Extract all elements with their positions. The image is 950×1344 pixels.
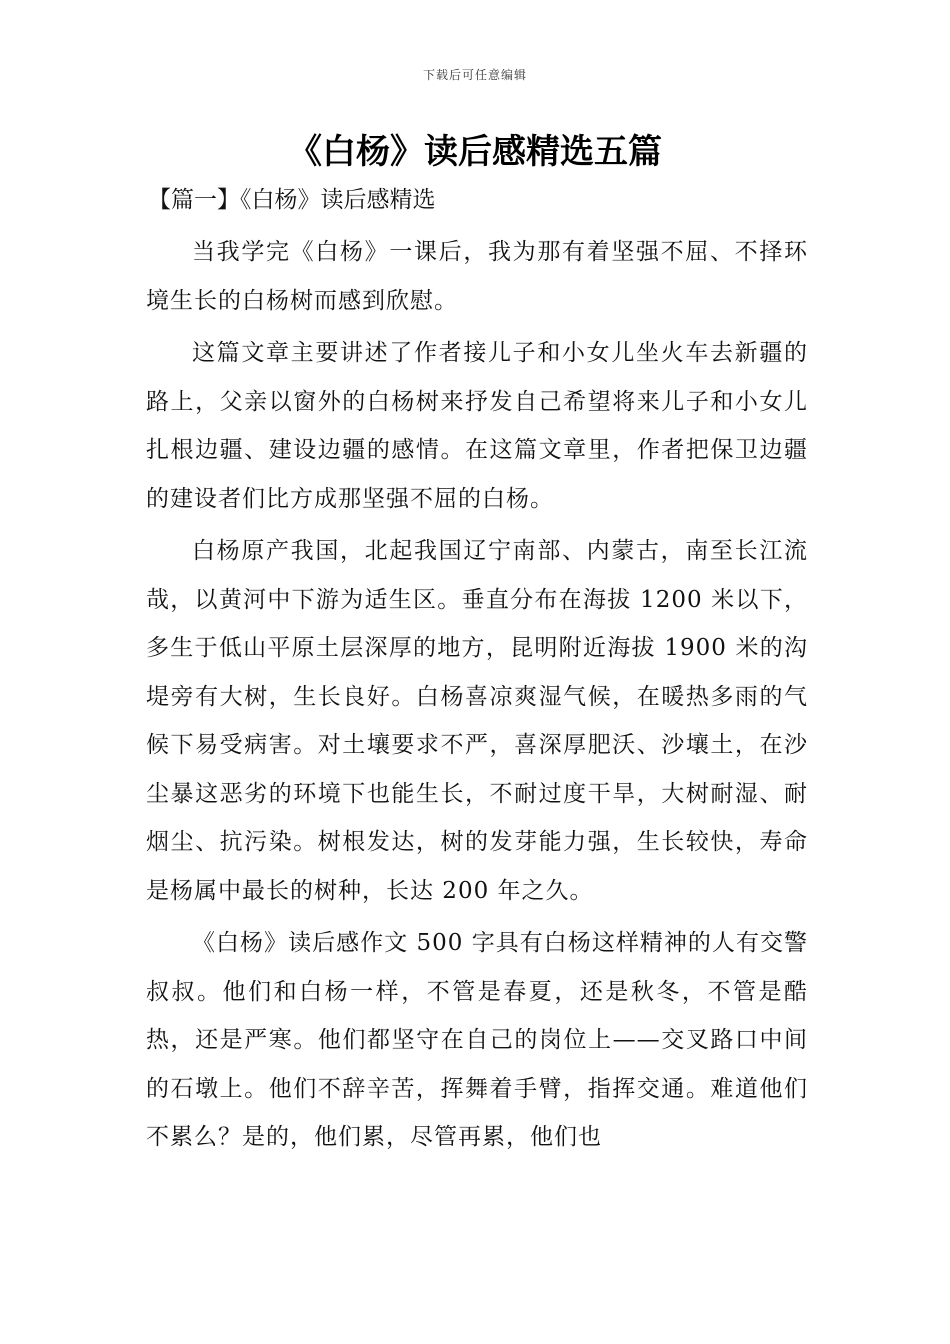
- paragraph: 白杨原产我国，北起我国辽宁南部、内蒙古，南至长江流哉，以黄河中下游为适生区。垂直分布在海拔 1200 米以下，多生于低山平原土层深厚的地方，昆明附近海拔 1900 米的沟堤旁有大树，生长良好。白杨喜凉爽湿气候，在暖热多雨的气候下易受病害。对土壤要求不严，喜深厚肥沃、沙壤土，在沙尘暴这恶劣的环境下也能生长，不耐过度干旱，大树耐湿、耐烟尘、抗污染。树根发达，树的发芽能力强，生长较快，寿命是杨属中最长的树种，长达 200 年之久。: [146, 538, 808, 904]
- paragraph: 《白杨》读后感作文 500 字具有白杨这样精神的人有交警叔叔。他们和白杨一样，不管是春夏，还是秋冬，不管是酷热，还是严寒。他们都坚守在自己的岗位上——交叉路口中间的石墩上。他们不辞辛苦，挥舞着手臂，指挥交通。难道他们不累么？是的，他们累，尽管再累，他们也: [146, 930, 808, 1150]
- paragraph: 这篇文章主要讲述了作者接儿子和小女儿坐火车去新疆的路上，父亲以窗外的白杨树来抒发自己希望将来儿子和小女儿扎根边疆、建设边疆的感情。在这篇文章里，作者把保卫边疆的建设者们比方成那坚强不屈的白杨。: [146, 340, 808, 512]
- header-note: 下载后可任意编辑: [422, 68, 527, 82]
- section-heading: 【篇一】《白杨》读后感精选: [148, 187, 436, 213]
- document-title: 《白杨》读后感精选五篇: [288, 132, 662, 172]
- paragraph: 当我学完《白杨》一课后，我为那有着坚强不屈、不择环境生长的白杨树而感到欣慰。: [146, 239, 808, 314]
- document-body: [146, 228, 808, 1166]
